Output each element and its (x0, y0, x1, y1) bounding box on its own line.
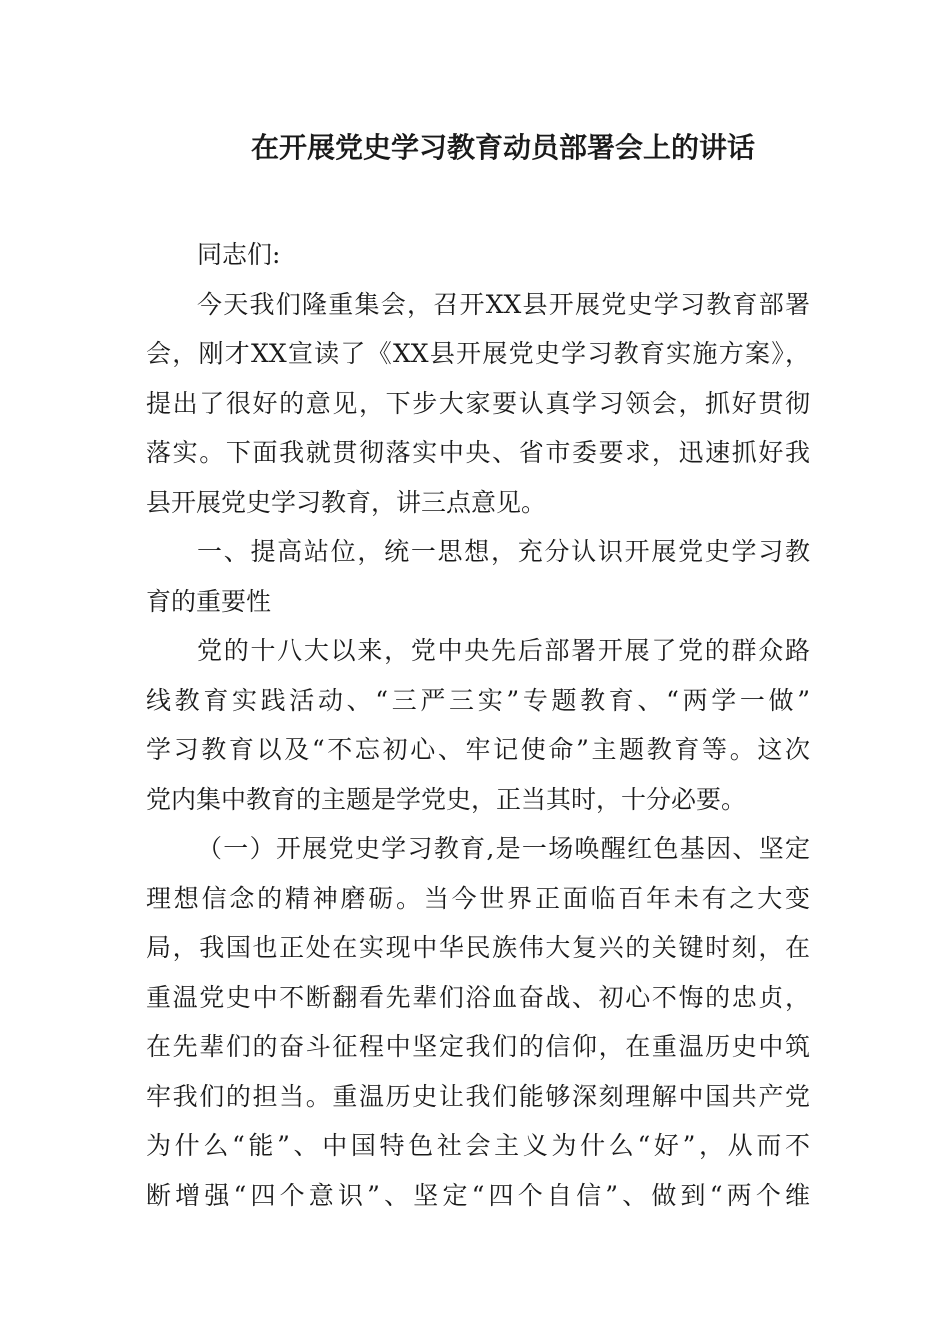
text-line: 重温党史中不断翻看先辈们浴血奋战、初心不悔的忠贞， (146, 982, 810, 1012)
text-line: 在先辈们的奋斗征程中坚定我们的信仰，在重温历史中筑 (146, 1032, 810, 1061)
text-line: 牢我们的担当。重温历史让我们能够深刻理解中国共产党 (146, 1081, 810, 1111)
text-line: 会，刚才XX宣读了《XX县开展党史学习教育实施方案》， (146, 339, 810, 368)
text-line: 同志们: (197, 240, 281, 269)
text-line: 落实。下面我就贯彻落实中央、省市委要求，迅速抓好我 (146, 438, 810, 467)
text-line: 党的十八大以来，党中央先后部署开展了党的群众路 (197, 636, 810, 665)
text-line: 线教育实践活动、“三严三实”专题教育、“两学一做” (146, 685, 810, 715)
text-line: 育的重要性 (146, 586, 272, 616)
document-body (146, 230, 810, 1220)
text-line: 今天我们隆重集会，召开XX县开展党史学习教育部署 (197, 289, 810, 319)
text-line: （一）开展党史学习教育,是一场唤醒红色基因、坚定 (197, 834, 810, 863)
text-line: 党内集中教育的主题是学党史，正当其时，十分必要。 (146, 784, 747, 814)
document-title: 在开展党史学习教育动员部署会上的讲话 (250, 131, 755, 164)
text-line: 县开展党史学习教育，讲三点意见。 (146, 487, 547, 517)
text-line: 断增强“四个意识”、坚定“四个自信”、做到“两个维 (146, 1180, 810, 1210)
text-line: 理想信念的精神磨砺。当今世界正面临百年未有之大变 (146, 883, 810, 913)
text-line: 提出了很好的意见，下步大家要认真学习领会，抓好贯彻 (146, 388, 810, 418)
text-line: 为什么“能”、中国特色社会主义为什么“好”，从而不 (146, 1131, 810, 1160)
text-line: 学习教育以及“不忘初心、牢记使命”主题教育等。这次 (146, 735, 810, 764)
text-line: 局，我国也正处在实现中华民族伟大复兴的关键时刻，在 (146, 933, 810, 962)
text-line: 一、提高站位，统一思想，充分认识开展党史学习教 (197, 537, 810, 566)
